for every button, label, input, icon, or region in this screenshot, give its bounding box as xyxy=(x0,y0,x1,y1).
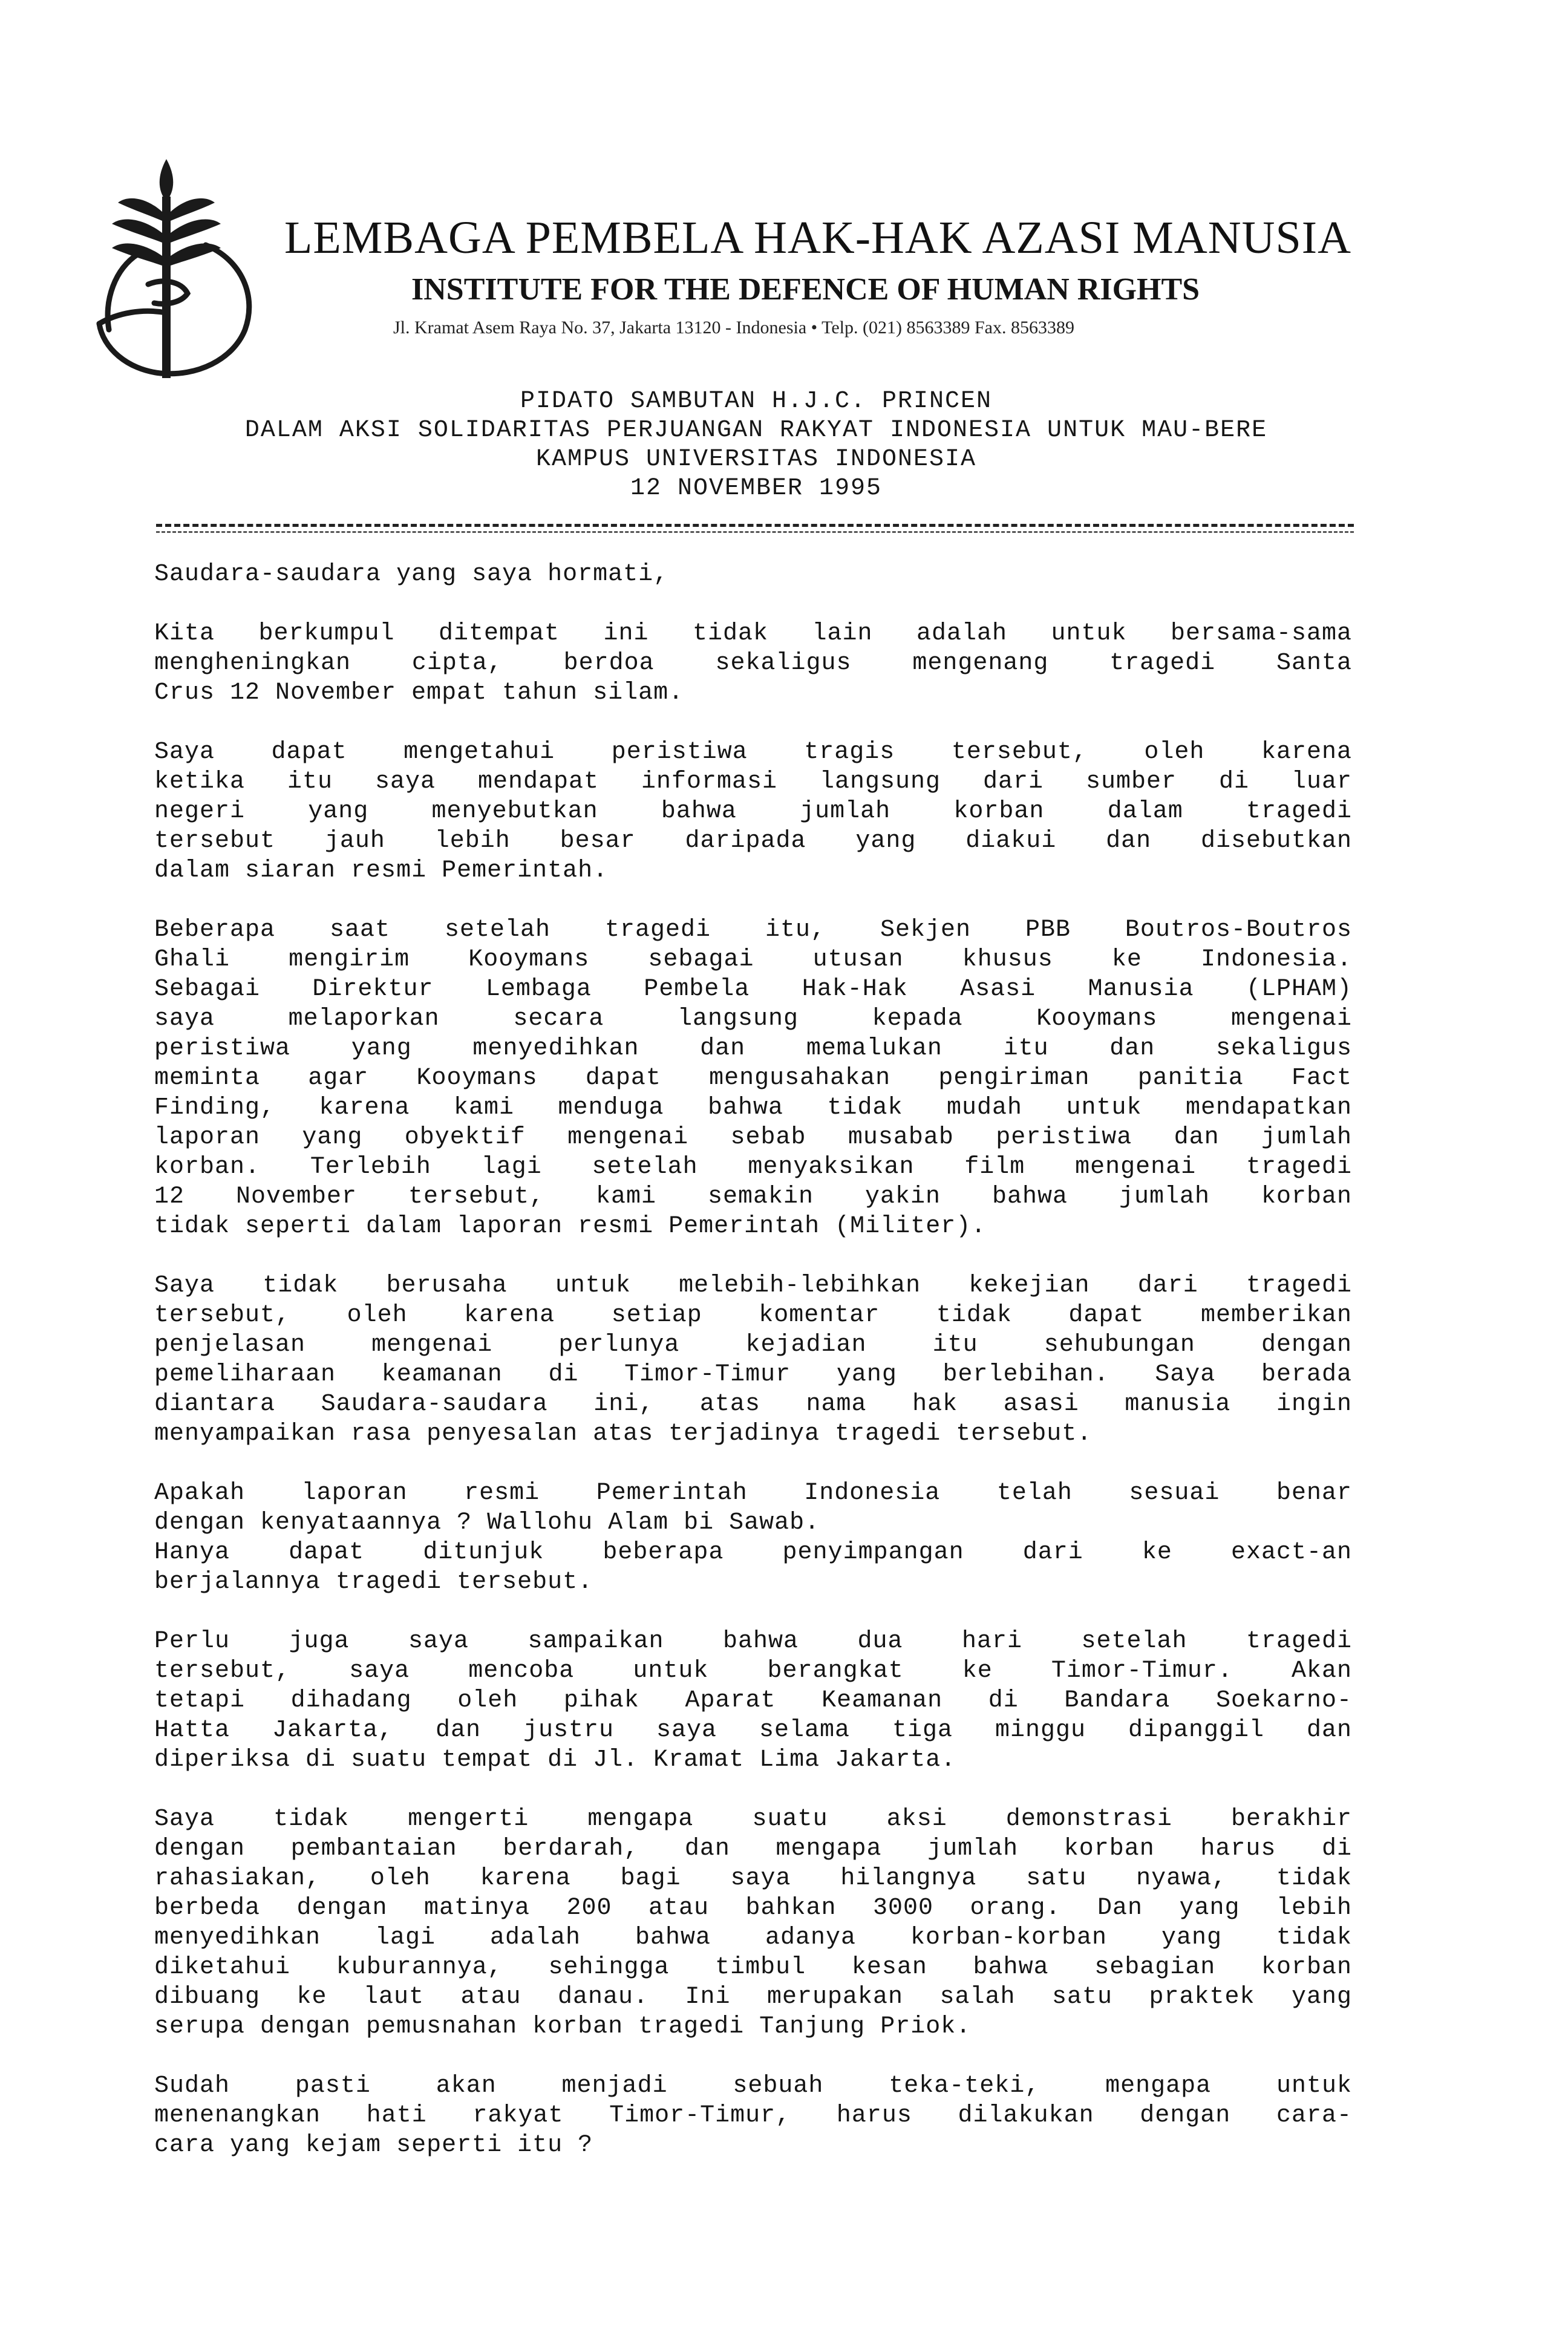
paragraph-line: mengheningkan cipta, berdoa sekaligus mengenang tragedi Santa xyxy=(154,650,1352,677)
title-line: PIDATO SAMBUTAN H.J.C. PRINCEN xyxy=(520,388,993,415)
paragraph xyxy=(154,1627,1352,1775)
paragraph-line: tersebut jauh lebih besar daripada yang diakui dan disebutkan xyxy=(154,828,1352,855)
paragraph-line: Hanya dapat ditunjuk beberapa penyimpangan dari ke exact-an xyxy=(154,1539,1352,1566)
paragraph-line: tersebut, oleh karena setiap komentar tidak dapat memberikan xyxy=(154,1302,1352,1329)
paragraph-line: Sebagai Direktur Lembaga Pembela Hak-Hak Asasi Manusia (LPHAM) xyxy=(154,976,1352,1003)
paragraph-line: rahasiakan, oleh karena bagi saya hilangnya satu nyawa, tidak xyxy=(154,1865,1352,1892)
paragraph-line: tidak seperti dalam laporan resmi Pemerintah (Militer). xyxy=(154,1213,987,1240)
paragraph xyxy=(154,1478,1352,1597)
paragraph-line: Saya tidak berusaha untuk melebih-lebihkan kekejian dari tragedi xyxy=(154,1272,1352,1299)
paragraph-line: menyedihkan lagi adalah bahwa adanya korban-korban yang tidak xyxy=(154,1924,1352,1951)
paragraph-line: tersebut, saya mencoba untuk berangkat ke Timor-Timur. Akan xyxy=(154,1657,1352,1685)
paragraph-line: Finding, karena kami menduga bahwa tidak mudah untuk mendapatkan xyxy=(154,1094,1352,1122)
paragraph-line: berbeda dengan matinya 200 atau bahkan 3000 orang. Dan yang lebih xyxy=(154,1895,1352,1922)
paragraph-line: Saya tidak mengerti mengapa suatu aksi demonstrasi berakhir xyxy=(154,1806,1352,1833)
paragraph xyxy=(154,2071,1352,2160)
paragraph-line: diantara Saudara-saudara ini, atas nama hak asasi manusia ingin xyxy=(154,1391,1352,1418)
paragraph-line: tetapi dihadang oleh pihak Aparat Keamanan di Bandara Soekarno- xyxy=(154,1687,1352,1714)
paragraph-line: saya melaporkan secara langsung kepada Kooymans mengenai xyxy=(154,1005,1352,1033)
paragraph xyxy=(154,1271,1352,1449)
title-line: KAMPUS UNIVERSITAS INDONESIA xyxy=(535,446,977,473)
paragraph-line: peristiwa yang menyedihkan dan memalukan itu dan sekaligus xyxy=(154,1035,1352,1062)
organization-name-english: INSTITUTE FOR THE DEFENCE OF HUMAN RIGHTS xyxy=(411,272,1200,307)
paragraph-line: Beberapa saat setelah tragedi itu, Sekjen PBB Boutros-Boutros xyxy=(154,916,1352,944)
paragraph-line: Crus 12 November empat tahun silam. xyxy=(154,679,684,707)
paragraph-line: Ghali mengirim Kooymans sebagai utusan khusus ke Indonesia. xyxy=(154,946,1352,973)
paragraph-line: diperiksa di suatu tempat di Jl. Kramat Lima Jakarta. xyxy=(154,1746,956,1774)
paragraph-line: dibuang ke laut atau danau. Ini merupakan salah satu praktek yang xyxy=(154,1983,1352,2011)
stalk xyxy=(162,197,171,378)
paragraph-line: diketahui kuburannya, sehingga timbul kesan bahwa sebagian korban xyxy=(154,1954,1352,1981)
paragraph-line: korban. Terlebih lagi setelah menyaksikan film mengenai tragedi xyxy=(154,1154,1352,1181)
paragraph-line: laporan yang obyektif mengenai sebab musabab peristiwa dan jumlah xyxy=(154,1124,1352,1151)
paragraph-line: Apakah laporan resmi Pemerintah Indonesia telah sesuai benar xyxy=(154,1480,1352,1507)
paragraph-line: Saya dapat mengetahui peristiwa tragis tersebut, oleh karena xyxy=(154,739,1352,766)
paragraph-line: penjelasan mengenai perlunya kejadian itu sehubungan dengan xyxy=(154,1331,1352,1359)
paragraph-line: pemeliharaan keamanan di Timor-Timur yang berlebihan. Saya berada xyxy=(154,1361,1352,1388)
paragraph xyxy=(154,1804,1352,2042)
paragraph-line: 12 November tersebut, kami semakin yakin bahwa jumlah korban xyxy=(154,1183,1352,1210)
paragraph-line: dalam siaran resmi Pemerintah. xyxy=(154,857,609,884)
paragraph-list xyxy=(154,619,1352,2160)
organization-address: Jl. Kramat Asem Raya No. 37, Jakarta 13120 - Indonesia • Telp. (021) 8563389 Fax. 8563389 xyxy=(393,318,1074,338)
paragraph xyxy=(154,737,1352,886)
organization-name: LEMBAGA PEMBELA HAK-HAK AZASI MANUSIA xyxy=(284,212,1351,263)
paragraph-line: berjalannya tragedi tersebut. xyxy=(154,1569,593,1596)
paragraph-line: menyampaikan rasa penyesalan atas terjadinya tragedi tersebut. xyxy=(154,1420,1093,1448)
speech-body xyxy=(154,560,1352,2190)
organization-logo xyxy=(91,154,260,378)
paragraph-line: ketika itu saya mendapat informasi langsung dari sumber di luar xyxy=(154,768,1352,795)
paragraph xyxy=(154,619,1352,708)
paragraph-line: dengan kenyataannya ? Wallohu Alam bi Sawab. xyxy=(154,1509,820,1536)
title-line: 12 NOVEMBER 1995 xyxy=(630,475,883,502)
paragraph-line: dengan pembantaian berdarah, dan mengapa jumlah korban harus di xyxy=(154,1835,1352,1863)
paragraph-line: negeri yang menyebutkan bahwa jumlah korban dalam tragedi xyxy=(154,798,1352,825)
paragraph-line: Sudah pasti akan menjadi sebuah teka-teki, mengapa untuk xyxy=(154,2072,1352,2100)
paragraph-line: meminta agar Kooymans dapat mengusahakan pengiriman panitia Fact xyxy=(154,1065,1352,1092)
title-line: DALAM AKSI SOLIDARITAS PERJUANGAN RAKYAT INDONESIA UNTUK MAU-BERE xyxy=(244,417,1268,444)
paragraph-line: Kita berkumpul ditempat ini tidak lain adalah untuk bersama-sama xyxy=(154,620,1352,647)
paragraph-line: Hatta Jakarta, dan justru saya selama tiga minggu dipanggil dan xyxy=(154,1717,1352,1744)
separator-rule xyxy=(156,531,1354,533)
paragraph-line: cara yang kejam seperti itu ? xyxy=(154,2132,593,2159)
salutation: Saudara-saudara yang saya hormati, xyxy=(154,561,669,588)
paragraph-line: Perlu juga saya sampaikan bahwa dua hari setelah tragedi xyxy=(154,1628,1352,1655)
separator-rule xyxy=(156,524,1354,527)
speech-title xyxy=(151,387,1361,503)
paragraph-line: menenangkan hati rakyat Timor-Timur, harus dilakukan dengan cara- xyxy=(154,2102,1352,2129)
paragraph-line: serupa dengan pemusnahan korban tragedi Tanjung Priok. xyxy=(154,2013,972,2040)
paragraph xyxy=(154,915,1352,1241)
